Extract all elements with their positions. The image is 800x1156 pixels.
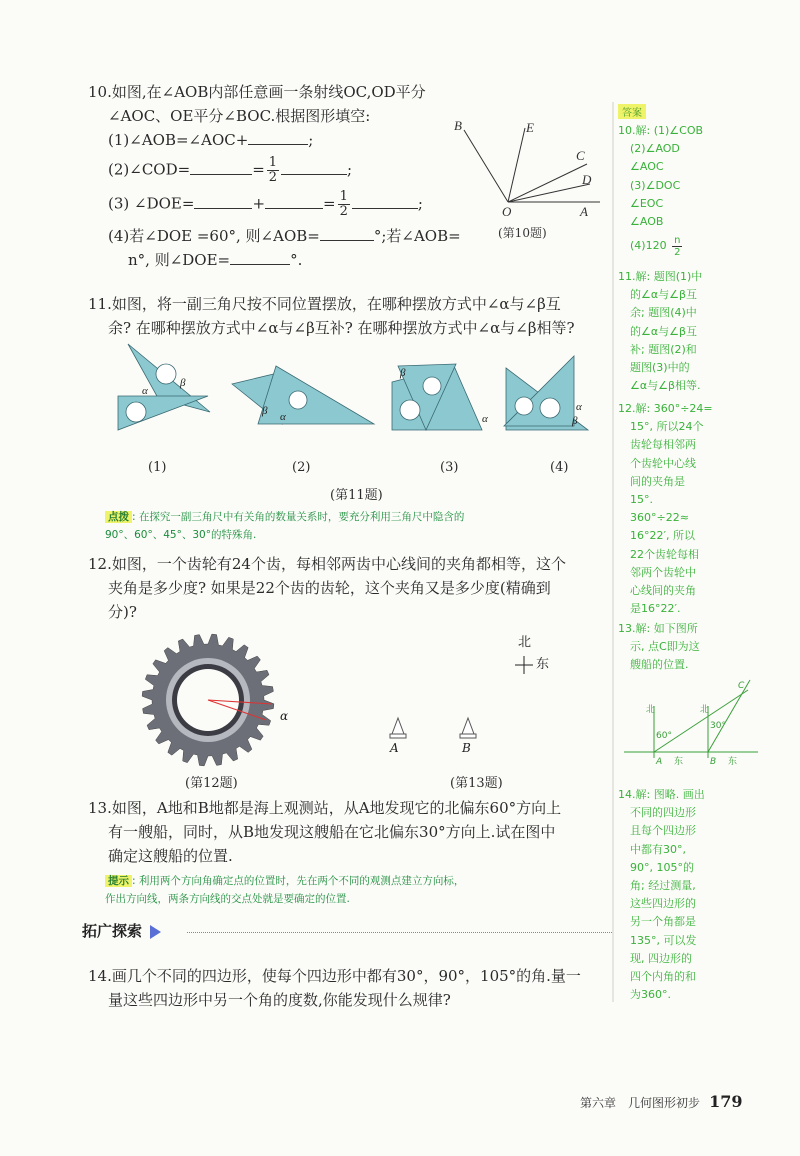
answer-line: 示, 点C即为这 — [630, 640, 700, 654]
station-A-label: A — [390, 741, 399, 755]
answer-14 — [618, 786, 758, 1004]
fraction-n-over-2: $\frac{n}{2}$ — [674, 234, 681, 258]
answer-line: ∠AOC — [630, 160, 664, 174]
q14-line2: 量这些四边形中另一个角的度数,你能发现什么规律? — [108, 991, 451, 1009]
east-label: 东 — [536, 657, 550, 672]
tip-tag: 点拨 — [105, 511, 132, 523]
chapter-title: 第六章 几何图形初步 — [580, 1096, 701, 1110]
answer-line: 360°÷22≈ — [630, 511, 689, 525]
ruler-hole — [289, 391, 307, 409]
q11-subcaption-4: (4) — [550, 460, 569, 475]
north-label: 北 — [700, 705, 710, 715]
q11-subcaption-1: (1) — [148, 460, 167, 475]
label-C: C — [576, 148, 585, 163]
ray-OD — [508, 184, 590, 202]
q13-block — [88, 796, 613, 868]
answer-line: 且每个四边形 — [630, 824, 696, 838]
label-B: B — [710, 757, 717, 767]
q10-part3: (3) ∠DOE= + = $\frac{1}{2}$ ; — [108, 189, 423, 219]
ray-OE — [508, 128, 525, 202]
answer-line: 中都有30°, — [630, 842, 686, 856]
q12-line1: 12.如图，一个齿轮有24个齿，每相邻两齿中心线间的夹角都相等，这个 — [88, 555, 566, 573]
q10-line1: 10.如图,在∠AOB内部任意画一条射线OC,OD平分 — [88, 83, 426, 101]
figure-13-caption: (第13题) — [450, 776, 503, 791]
answer-line: 齿轮每相邻两 — [630, 438, 696, 452]
figure-12-caption: (第12题) — [185, 776, 238, 791]
ruler-hole — [540, 398, 560, 418]
answer-line: 12.解: 360°÷24= — [618, 402, 713, 415]
answer-line: 90°, 105°的 — [630, 860, 694, 874]
q11-subcaption-2: (2) — [292, 460, 311, 475]
alpha-label: α — [142, 385, 148, 397]
alpha-label: α — [280, 411, 286, 423]
answer-line: 15°. — [630, 493, 653, 507]
answer-10 — [618, 122, 753, 261]
ruler-hole — [156, 364, 176, 384]
footer — [580, 1092, 743, 1111]
beta-label: β — [572, 415, 578, 427]
answer-line: 个齿轮中心线 — [630, 456, 696, 470]
q11-block — [88, 292, 613, 340]
figure-10-angles — [450, 112, 610, 242]
answer-line: 补; 题图(2)和 — [630, 342, 697, 356]
answer-line: 135°, 可以发 — [630, 933, 697, 947]
north-label: 北 — [646, 705, 656, 715]
answer-line: 的∠α与∠β互 — [630, 324, 697, 338]
triangle-ruler — [258, 366, 374, 424]
angle-30: 30° — [710, 721, 726, 731]
answer-line: (3)∠DOC — [630, 178, 681, 192]
label-B: B — [454, 118, 462, 133]
answer-blank[interactable] — [265, 192, 323, 209]
answer-12 — [618, 400, 758, 618]
q12-line3: 分)? — [108, 603, 137, 621]
answer-line: 现, 四边形的 — [630, 951, 692, 965]
answer-line: 为360°. — [630, 988, 671, 1002]
q10-part1: (1)∠AOB=∠AOC+ ; — [88, 128, 538, 156]
q13-tip: 提示 : 利用两个方向角确定点的位置时，先在两个不同的观测点建立方向标， 作出方向线，两条方向线的交点处就是要确定的位置. — [105, 875, 465, 905]
north-label: 北 — [518, 635, 532, 650]
figure-10-caption: (第10题) — [498, 226, 547, 240]
answer-13 — [618, 620, 758, 675]
q11-line1: 11.如图，将一副三角尺按不同位置摆放，在哪种摆放方式中∠α与∠β互 — [88, 295, 561, 313]
answer-line: (4)120 $\frac{n}{2}$ — [630, 234, 681, 258]
ruler-hole — [515, 397, 533, 415]
answer-line: 心线间的夹角 — [630, 584, 696, 598]
lighthouse-icon — [390, 718, 406, 738]
figure-12-gear — [140, 632, 320, 772]
answer-line: 22个齿轮每相 — [630, 547, 699, 561]
alpha-label: α — [576, 401, 582, 413]
answer-line: 14.解: 图略. 画出 — [618, 788, 705, 801]
answer-line: (2)∠AOD — [630, 142, 680, 156]
ray-OB — [464, 130, 508, 202]
q10-line2: ∠AOC、OE平分∠BOC.根据图形填空: — [108, 107, 371, 125]
answer-line: 的∠α与∠β互 — [630, 288, 697, 302]
sidebar-header: 答案 — [618, 104, 646, 119]
answer-11 — [618, 268, 758, 395]
section-header — [82, 920, 612, 944]
q12-block — [88, 552, 613, 624]
answer-line: 另一个角都是 — [630, 915, 696, 929]
q14-line1: 14.画几个不同的四边形，使每个四边形中都有30°，90°，105°的角.量一 — [88, 967, 581, 985]
q11-line2: 余? 在哪种摆放方式中∠α与∠β互补? 在哪种摆放方式中∠α与∠β相等? — [108, 319, 575, 337]
section-divider — [187, 932, 612, 933]
tip-tag: 提示 — [105, 875, 132, 887]
station-B-label: B — [462, 741, 471, 755]
answer-line: 11.解: 题图(1)中 — [618, 270, 703, 283]
answer-line: 不同的四边形 — [630, 806, 696, 820]
q14-block — [88, 964, 613, 1012]
answer-line: ∠α与∠β相等. — [630, 379, 701, 393]
ray-OC — [508, 164, 587, 202]
beta-label: β — [180, 377, 186, 389]
answer-line: 15°, 所以24个 — [630, 420, 704, 434]
angle-60: 60° — [656, 731, 672, 741]
section-title: 拓广探索 — [82, 922, 143, 940]
alpha-label: α — [280, 709, 289, 723]
sidebar-divider — [612, 102, 614, 1002]
alpha-label: α — [482, 413, 488, 425]
figure-11-triangle-rulers — [110, 338, 610, 456]
fraction-half: $\frac{1}{2}$ — [268, 155, 278, 185]
figure-13-stations — [370, 630, 570, 760]
answer-line: 10.解: (1)∠COB — [618, 124, 704, 137]
figure-11-caption: (第11题) — [330, 488, 383, 503]
answer-blank[interactable] — [352, 192, 418, 209]
answer-blank[interactable] — [320, 224, 374, 241]
answer-blank[interactable] — [194, 192, 252, 209]
answer-line: 16°22′, 所以 — [630, 529, 695, 543]
label-A: A — [656, 757, 663, 767]
q10-part4b: n°, 则∠DOE= °. — [88, 248, 538, 272]
q10-part4a: (4)若∠DOE =60°, 则∠AOB= °;若∠AOB= — [88, 224, 538, 248]
answer-blank[interactable] — [230, 248, 290, 265]
east-label: 东 — [674, 757, 684, 767]
label-C: C — [738, 681, 745, 691]
q13-line3: 确定这艘船的位置. — [108, 847, 233, 865]
answer-line: 题图(3)中的 — [630, 361, 690, 375]
page-number: 179 — [709, 1092, 743, 1111]
ruler-hole — [423, 377, 441, 395]
answer-blank[interactable] — [281, 158, 347, 175]
answer-13-figure — [618, 676, 768, 776]
answer-line: 余; 题图(4)中 — [630, 306, 697, 320]
q11-subcaption-3: (3) — [440, 460, 459, 475]
answer-blank[interactable] — [190, 158, 252, 175]
answer-line: 间的夹角是 — [630, 474, 685, 488]
label-A: A — [580, 204, 588, 219]
ruler-hole — [400, 400, 420, 420]
answer-line: 艘船的位置. — [630, 658, 689, 672]
answer-line: 邻两个齿轮中 — [630, 565, 696, 579]
answer-line: 是16°22′. — [630, 602, 681, 616]
east-label: 东 — [728, 757, 738, 767]
label-D: D — [582, 172, 592, 187]
q13-line2: 有一艘船，同时，从B地发现这艘船在它北偏东30°方向上.试在图中 — [108, 823, 556, 841]
fraction-half: $\frac{1}{2}$ — [339, 189, 348, 219]
answer-line: 角; 经过测量, — [630, 879, 696, 893]
beta-label: β — [262, 405, 268, 417]
q10-part2: (2)∠COD= = $\frac{1}{2}$ ; — [108, 155, 353, 185]
q12-line2: 夹角是多少度? 如果是22个齿的齿轮，这个夹角又是多少度(精确到 — [108, 579, 551, 597]
label-O: O — [502, 204, 512, 219]
lighthouse-icon — [460, 718, 476, 738]
compass-icon — [515, 656, 533, 674]
answer-line: 四个内角的和 — [630, 970, 696, 984]
answer-blank[interactable] — [248, 128, 308, 145]
label-E: E — [526, 120, 534, 135]
beta-label: β — [400, 367, 406, 379]
answer-line: ∠AOB — [630, 215, 664, 229]
answer-line: 这些四边形的 — [630, 897, 696, 911]
section-arrow-icon — [150, 925, 161, 939]
answer-line: 13.解: 如下图所 — [618, 622, 698, 635]
ruler-hole — [126, 402, 146, 422]
answer-line: ∠EOC — [630, 196, 664, 210]
q13-line1: 13.如图，A地和B地都是海上观测站，从A地发现它的北偏东60°方向上 — [88, 799, 562, 817]
q11-tip: 点拨 : 在探究一副三角尺中有关角的数量关系时，要充分利用三角尺中隐含的 90°、60°、45°、30°的特殊角. — [105, 511, 465, 541]
